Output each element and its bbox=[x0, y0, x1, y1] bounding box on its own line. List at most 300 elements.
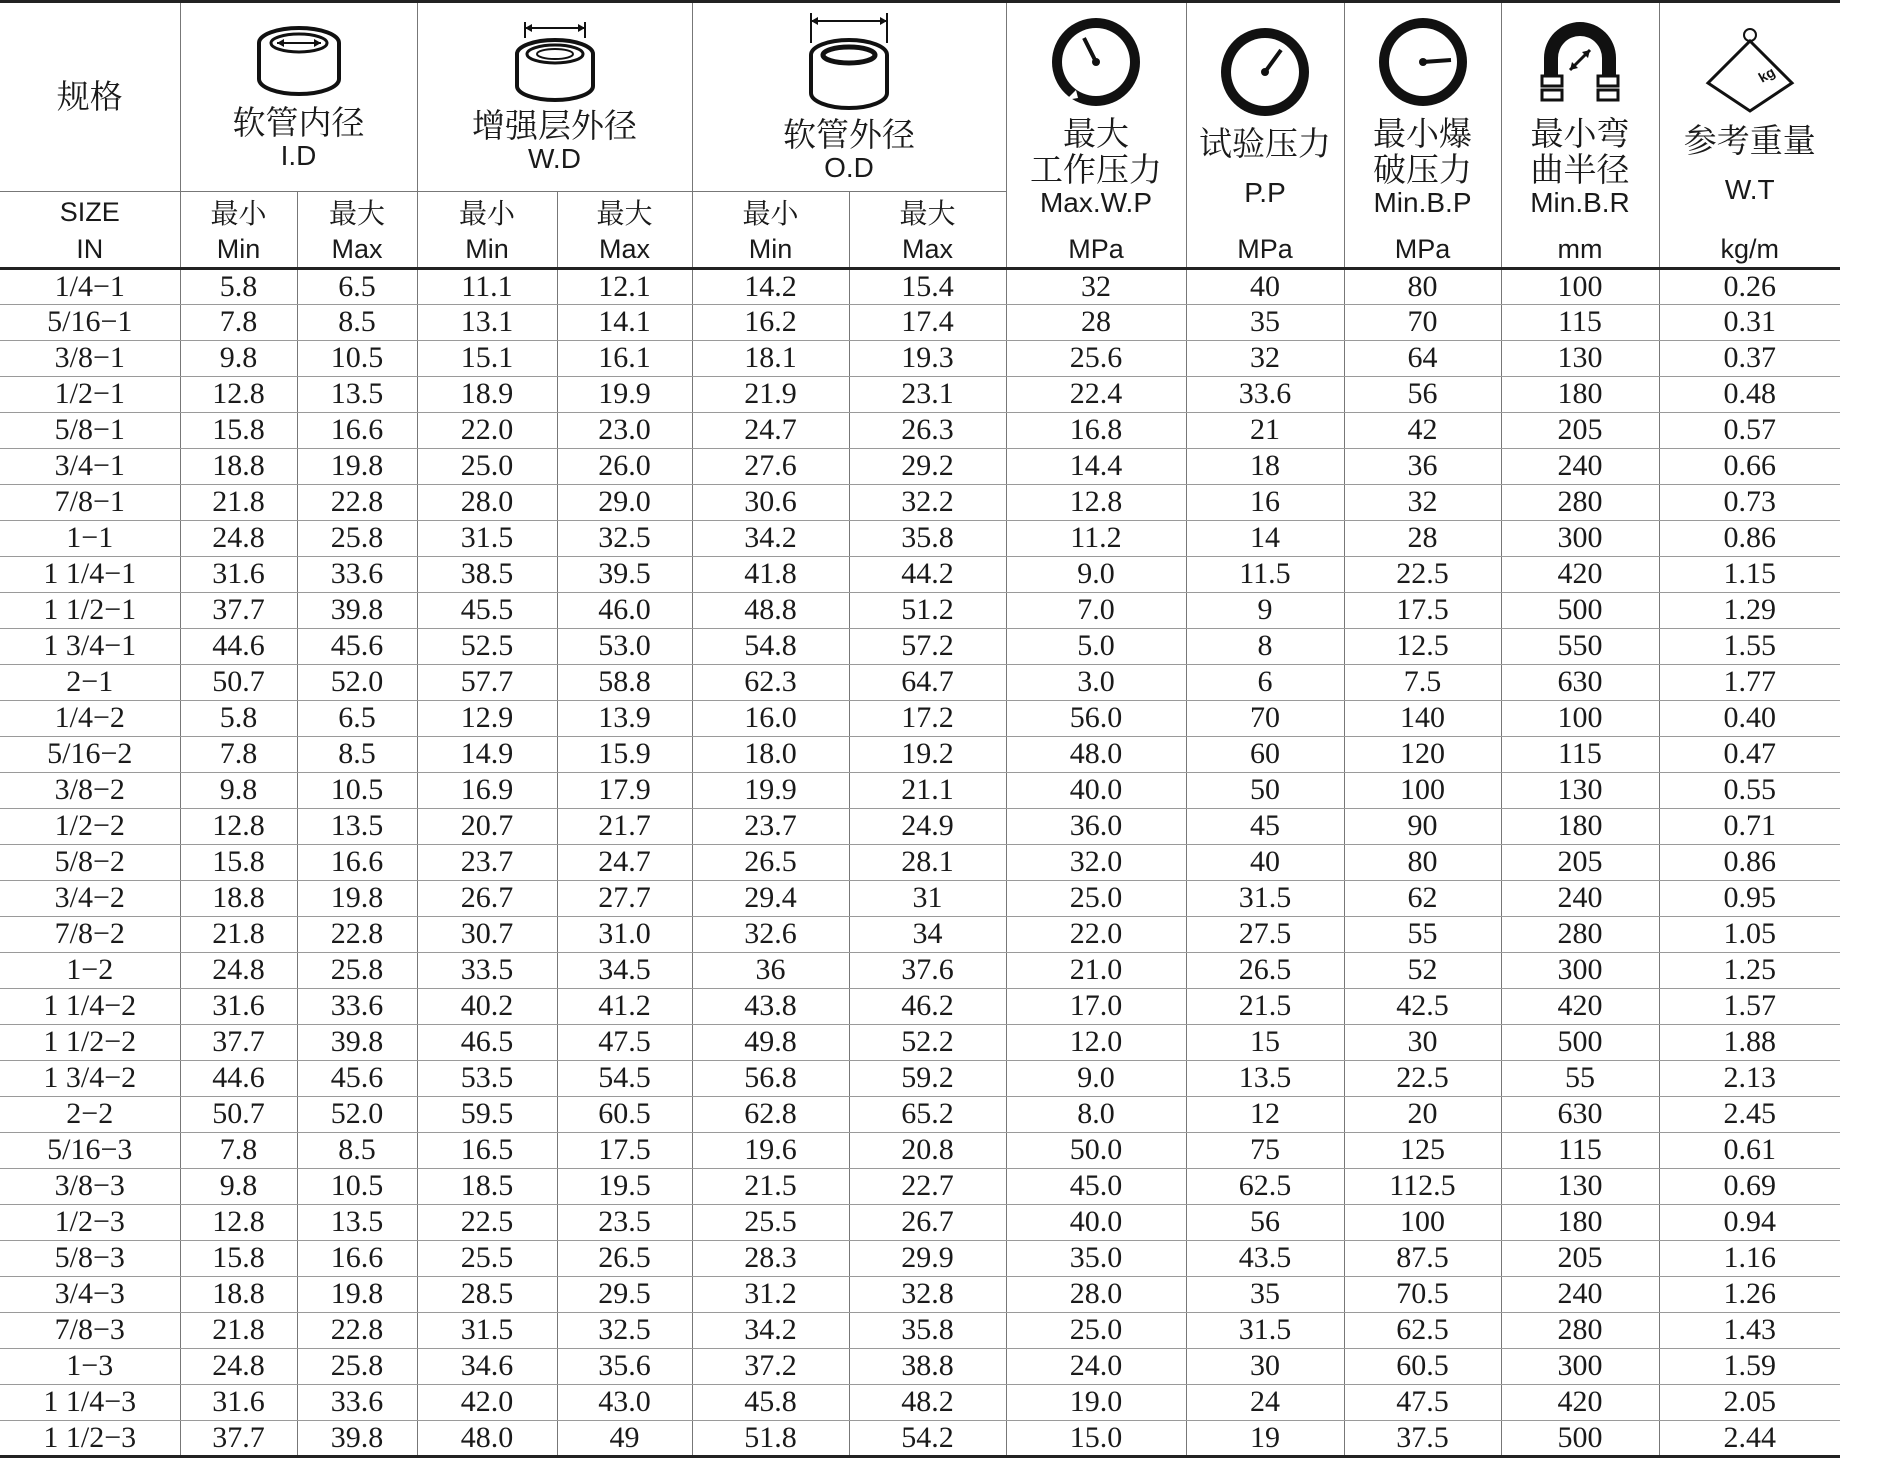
od-min-cell: 62.8 bbox=[692, 1096, 849, 1132]
od-max-cell: 52.2 bbox=[849, 1024, 1006, 1060]
wd-min-cell: 38.5 bbox=[417, 556, 557, 592]
wt-cell: 0.31 bbox=[1659, 304, 1840, 340]
id-max-cell: 10.5 bbox=[297, 772, 417, 808]
od-min-cell: 14.2 bbox=[692, 268, 849, 304]
max-wp-cell: 8.0 bbox=[1006, 1096, 1186, 1132]
pp-cell: 27.5 bbox=[1186, 916, 1344, 952]
pp-cell: 45 bbox=[1186, 808, 1344, 844]
weight-icon bbox=[1700, 27, 1800, 117]
min-br-cell: 180 bbox=[1501, 808, 1659, 844]
wd-min-cell: 12.9 bbox=[417, 700, 557, 736]
min-br-cell: 205 bbox=[1501, 412, 1659, 448]
max-wp-cell: 56.0 bbox=[1006, 700, 1186, 736]
spec-label: 规格 bbox=[56, 77, 123, 116]
weight-icon-label: kg bbox=[1755, 63, 1778, 86]
pp-cell: 31.5 bbox=[1186, 880, 1344, 916]
pp-cell: 56 bbox=[1186, 1204, 1344, 1240]
min-br-cell: 500 bbox=[1501, 1420, 1659, 1456]
id-min-cell: 21.8 bbox=[180, 484, 297, 520]
min-br-cell: 420 bbox=[1501, 556, 1659, 592]
id-min-cell: 15.8 bbox=[180, 1240, 297, 1276]
id-max-en: Max bbox=[297, 232, 417, 268]
id-max-cell: 45.6 bbox=[297, 1060, 417, 1096]
wd-max-cell: 19.5 bbox=[557, 1168, 692, 1204]
wd-max-cell: 21.7 bbox=[557, 808, 692, 844]
wd-max-cell: 58.8 bbox=[557, 664, 692, 700]
pp-cell: 40 bbox=[1186, 268, 1344, 304]
bp-label-cn1: 最小爆 bbox=[1373, 113, 1472, 153]
wd-min-cell: 23.7 bbox=[417, 844, 557, 880]
unit-row bbox=[0, 232, 1840, 268]
wd-min-cell: 22.0 bbox=[417, 412, 557, 448]
max-wp-cell: 5.0 bbox=[1006, 628, 1186, 664]
od-max-cell: 21.1 bbox=[849, 772, 1006, 808]
hose-outer-diameter-icon bbox=[804, 11, 894, 111]
wt-cell: 1.15 bbox=[1659, 556, 1840, 592]
size-cell: 1 1/4−2 bbox=[0, 988, 180, 1024]
size-cell: 1/2−2 bbox=[0, 808, 180, 844]
id-min-cell: 31.6 bbox=[180, 556, 297, 592]
od-min-cn: 最小 bbox=[692, 192, 849, 233]
od-min-cell: 34.2 bbox=[692, 520, 849, 556]
size-cell: 1/4−2 bbox=[0, 700, 180, 736]
wt-cell: 0.48 bbox=[1659, 376, 1840, 412]
wt-cell: 2.45 bbox=[1659, 1096, 1840, 1132]
od-min-cell: 25.5 bbox=[692, 1204, 849, 1240]
size-cell: 3/4−3 bbox=[0, 1276, 180, 1312]
pressure-gauge-icon bbox=[1375, 14, 1471, 110]
wt-header bbox=[1659, 2, 1840, 233]
od-min-cell: 19.6 bbox=[692, 1132, 849, 1168]
max-wp-cell: 22.0 bbox=[1006, 916, 1186, 952]
wd-min-cell: 16.5 bbox=[417, 1132, 557, 1168]
wd-max-cell: 39.5 bbox=[557, 556, 692, 592]
id-min-cell: 50.7 bbox=[180, 664, 297, 700]
id-min-cell: 12.8 bbox=[180, 808, 297, 844]
wd-min-cell: 18.5 bbox=[417, 1168, 557, 1204]
od-min-cell: 41.8 bbox=[692, 556, 849, 592]
pp-cell: 24 bbox=[1186, 1384, 1344, 1420]
wd-max-cell: 16.1 bbox=[557, 340, 692, 376]
id-max-cell: 10.5 bbox=[297, 340, 417, 376]
od-max-cell: 26.7 bbox=[849, 1204, 1006, 1240]
size-cell: 3/8−3 bbox=[0, 1168, 180, 1204]
wt-cell: 1.43 bbox=[1659, 1312, 1840, 1348]
wd-min-cell: 13.1 bbox=[417, 304, 557, 340]
wd-min-cell: 46.5 bbox=[417, 1024, 557, 1060]
id-min-cell: 7.8 bbox=[180, 304, 297, 340]
wt-cell: 1.29 bbox=[1659, 592, 1840, 628]
od-min-cell: 21.9 bbox=[692, 376, 849, 412]
size-cell: 3/8−2 bbox=[0, 772, 180, 808]
table-row bbox=[0, 1024, 1840, 1060]
min-bp-cell: 64 bbox=[1344, 340, 1501, 376]
min-br-cell: 180 bbox=[1501, 1204, 1659, 1240]
wd-max-cell: 15.9 bbox=[557, 736, 692, 772]
size-cell: 5/8−1 bbox=[0, 412, 180, 448]
od-min-cell: 29.4 bbox=[692, 880, 849, 916]
wd-min-cell: 28.5 bbox=[417, 1276, 557, 1312]
min-bp-cell: 125 bbox=[1344, 1132, 1501, 1168]
min-br-cell: 420 bbox=[1501, 1384, 1659, 1420]
wd-min-cell: 45.5 bbox=[417, 592, 557, 628]
size-cell: 1 1/4−3 bbox=[0, 1384, 180, 1420]
wd-min-cell: 25.5 bbox=[417, 1240, 557, 1276]
od-min-cell: 27.6 bbox=[692, 448, 849, 484]
id-min-cell: 24.8 bbox=[180, 1348, 297, 1384]
min-br-cell: 240 bbox=[1501, 880, 1659, 916]
max-wp-cell: 22.4 bbox=[1006, 376, 1186, 412]
pp-cell: 12 bbox=[1186, 1096, 1344, 1132]
wd-max-cell: 34.5 bbox=[557, 952, 692, 988]
id-min-en: Min bbox=[180, 232, 297, 268]
size-cell: 7/8−3 bbox=[0, 1312, 180, 1348]
wt-cell: 1.16 bbox=[1659, 1240, 1840, 1276]
max-wp-cell: 32.0 bbox=[1006, 844, 1186, 880]
wt-cell: 0.57 bbox=[1659, 412, 1840, 448]
size-cell: 1/2−1 bbox=[0, 376, 180, 412]
pp-cell: 62.5 bbox=[1186, 1168, 1344, 1204]
wt-cell: 0.26 bbox=[1659, 268, 1840, 304]
id-max-cell: 16.6 bbox=[297, 1240, 417, 1276]
min-bp-cell: 80 bbox=[1344, 844, 1501, 880]
wd-max-cell: 23.0 bbox=[557, 412, 692, 448]
min-bp-cell: 37.5 bbox=[1344, 1420, 1501, 1456]
id-min-cell: 37.7 bbox=[180, 1420, 297, 1456]
min-br-cell: 115 bbox=[1501, 1132, 1659, 1168]
wt-label-cn: 参考重量 bbox=[1683, 120, 1816, 160]
id-header bbox=[180, 2, 417, 192]
wd-max-cell: 53.0 bbox=[557, 628, 692, 664]
wd-label-cn: 增强层外径 bbox=[472, 106, 637, 145]
table-row bbox=[0, 1168, 1840, 1204]
header-row bbox=[0, 2, 1840, 192]
id-max-cell: 19.8 bbox=[297, 880, 417, 916]
id-max-cell: 13.5 bbox=[297, 1204, 417, 1240]
max-wp-cell: 11.2 bbox=[1006, 520, 1186, 556]
wd-max-cell: 29.0 bbox=[557, 484, 692, 520]
id-min-cell: 15.8 bbox=[180, 844, 297, 880]
wd-min-cell: 53.5 bbox=[417, 1060, 557, 1096]
od-max-cell: 15.4 bbox=[849, 268, 1006, 304]
table-row bbox=[0, 952, 1840, 988]
size-cell: 1−3 bbox=[0, 1348, 180, 1384]
min-br-cell: 130 bbox=[1501, 772, 1659, 808]
wd-min-cell: 16.9 bbox=[417, 772, 557, 808]
od-min-cell: 32.6 bbox=[692, 916, 849, 952]
table-row bbox=[0, 880, 1840, 916]
br-header bbox=[1501, 2, 1659, 233]
wd-max-en: Max bbox=[557, 232, 692, 268]
min-bp-cell: 70.5 bbox=[1344, 1276, 1501, 1312]
min-bp-cell: 62 bbox=[1344, 880, 1501, 916]
min-bp-cell: 56 bbox=[1344, 376, 1501, 412]
min-bp-cell: 112.5 bbox=[1344, 1168, 1501, 1204]
max-wp-cell: 17.0 bbox=[1006, 988, 1186, 1024]
wd-max-cell: 26.0 bbox=[557, 448, 692, 484]
table-row bbox=[0, 520, 1840, 556]
id-max-cell: 10.5 bbox=[297, 1168, 417, 1204]
id-min-cell: 50.7 bbox=[180, 1096, 297, 1132]
min-bp-cell: 32 bbox=[1344, 484, 1501, 520]
od-min-cell: 51.8 bbox=[692, 1420, 849, 1456]
od-min-cell: 18.1 bbox=[692, 340, 849, 376]
od-min-cell: 43.8 bbox=[692, 988, 849, 1024]
pp-cell: 30 bbox=[1186, 1348, 1344, 1384]
min-br-cell: 420 bbox=[1501, 988, 1659, 1024]
table-row bbox=[0, 556, 1840, 592]
bp-unit: MPa bbox=[1344, 232, 1501, 268]
wd-min-cell: 57.7 bbox=[417, 664, 557, 700]
id-min-cell: 5.8 bbox=[180, 700, 297, 736]
od-max-cell: 44.2 bbox=[849, 556, 1006, 592]
id-min-cell: 18.8 bbox=[180, 1276, 297, 1312]
wd-max-cell: 27.7 bbox=[557, 880, 692, 916]
pp-cell: 35 bbox=[1186, 1276, 1344, 1312]
id-max-cell: 52.0 bbox=[297, 664, 417, 700]
id-max-cell: 13.5 bbox=[297, 808, 417, 844]
wd-min-cell: 52.5 bbox=[417, 628, 557, 664]
pp-unit: MPa bbox=[1186, 232, 1344, 268]
table-row bbox=[0, 376, 1840, 412]
od-max-cell: 34 bbox=[849, 916, 1006, 952]
id-max-cell: 22.8 bbox=[297, 484, 417, 520]
spec-header bbox=[0, 2, 180, 192]
max-wp-cell: 25.0 bbox=[1006, 880, 1186, 916]
id-max-cell: 22.8 bbox=[297, 916, 417, 952]
wt-cell: 2.13 bbox=[1659, 1060, 1840, 1096]
size-cell: 3/8−1 bbox=[0, 340, 180, 376]
wd-max-cell: 47.5 bbox=[557, 1024, 692, 1060]
pp-cell: 50 bbox=[1186, 772, 1344, 808]
max-wp-cell: 9.0 bbox=[1006, 556, 1186, 592]
bp-label-en: Min.B.P bbox=[1373, 186, 1472, 218]
wt-cell: 1.05 bbox=[1659, 916, 1840, 952]
wd-max-cell: 14.1 bbox=[557, 304, 692, 340]
wd-max-cell: 46.0 bbox=[557, 592, 692, 628]
wd-max-cell: 29.5 bbox=[557, 1276, 692, 1312]
wd-max-cell: 17.5 bbox=[557, 1132, 692, 1168]
wt-cell: 0.71 bbox=[1659, 808, 1840, 844]
od-max-cell: 19.2 bbox=[849, 736, 1006, 772]
id-max-cell: 8.5 bbox=[297, 736, 417, 772]
od-min-cell: 54.8 bbox=[692, 628, 849, 664]
id-min-cell: 31.6 bbox=[180, 988, 297, 1024]
od-max-cell: 46.2 bbox=[849, 988, 1006, 1024]
wt-cell: 0.86 bbox=[1659, 520, 1840, 556]
id-max-cell: 25.8 bbox=[297, 1348, 417, 1384]
hose-inner-diameter-icon bbox=[254, 23, 344, 99]
od-min-cell: 37.2 bbox=[692, 1348, 849, 1384]
max-wp-cell: 32 bbox=[1006, 268, 1186, 304]
id-max-cn: 最大 bbox=[297, 192, 417, 233]
min-bp-cell: 36 bbox=[1344, 448, 1501, 484]
wd-header bbox=[417, 2, 692, 192]
size-cell: 5/16−2 bbox=[0, 736, 180, 772]
table-body bbox=[0, 268, 1840, 1456]
pp-cell: 40 bbox=[1186, 844, 1344, 880]
min-br-cell: 300 bbox=[1501, 520, 1659, 556]
id-max-cell: 22.8 bbox=[297, 1312, 417, 1348]
wd-label-en: W.D bbox=[528, 143, 581, 174]
max-wp-cell: 40.0 bbox=[1006, 772, 1186, 808]
table-row bbox=[0, 340, 1840, 376]
id-max-cell: 19.8 bbox=[297, 448, 417, 484]
id-min-cell: 9.8 bbox=[180, 1168, 297, 1204]
min-br-cell: 205 bbox=[1501, 844, 1659, 880]
size-cell: 7/8−2 bbox=[0, 916, 180, 952]
min-bp-cell: 22.5 bbox=[1344, 556, 1501, 592]
wt-cell: 0.66 bbox=[1659, 448, 1840, 484]
pp-label-en: P.P bbox=[1244, 176, 1286, 208]
max-wp-cell: 12.0 bbox=[1006, 1024, 1186, 1060]
id-max-cell: 6.5 bbox=[297, 700, 417, 736]
min-bp-cell: 62.5 bbox=[1344, 1312, 1501, 1348]
size-cell: 3/4−1 bbox=[0, 448, 180, 484]
min-bp-cell: 100 bbox=[1344, 772, 1501, 808]
od-max-cell: 48.2 bbox=[849, 1384, 1006, 1420]
pp-cell: 60 bbox=[1186, 736, 1344, 772]
wp-label-cn1: 最大 bbox=[1063, 113, 1129, 153]
wd-min-cell: 31.5 bbox=[417, 520, 557, 556]
id-max-cell: 8.5 bbox=[297, 304, 417, 340]
id-max-cell: 25.8 bbox=[297, 520, 417, 556]
od-label-en: O.D bbox=[824, 152, 874, 183]
od-max-cell: 17.4 bbox=[849, 304, 1006, 340]
wd-max-cell: 26.5 bbox=[557, 1240, 692, 1276]
pp-cell: 16 bbox=[1186, 484, 1344, 520]
size-cell: 1 1/2−2 bbox=[0, 1024, 180, 1060]
min-bp-cell: 42 bbox=[1344, 412, 1501, 448]
size-cell: 1−2 bbox=[0, 952, 180, 988]
size-cell: 1−1 bbox=[0, 520, 180, 556]
table-row bbox=[0, 664, 1840, 700]
max-wp-cell: 16.8 bbox=[1006, 412, 1186, 448]
min-bp-cell: 100 bbox=[1344, 1204, 1501, 1240]
max-wp-cell: 7.0 bbox=[1006, 592, 1186, 628]
pp-cell: 8 bbox=[1186, 628, 1344, 664]
br-label-en: Min.B.R bbox=[1530, 186, 1630, 218]
min-br-cell: 130 bbox=[1501, 340, 1659, 376]
wd-min-cell: 15.1 bbox=[417, 340, 557, 376]
max-wp-cell: 9.0 bbox=[1006, 1060, 1186, 1096]
id-min-cell: 21.8 bbox=[180, 916, 297, 952]
id-max-cell: 39.8 bbox=[297, 592, 417, 628]
size-cell: 1 1/4−1 bbox=[0, 556, 180, 592]
wd-max-cell: 32.5 bbox=[557, 1312, 692, 1348]
wt-cell: 1.59 bbox=[1659, 1348, 1840, 1384]
wd-max-cn: 最大 bbox=[557, 192, 692, 233]
od-max-cell: 24.9 bbox=[849, 808, 1006, 844]
pp-cell: 35 bbox=[1186, 304, 1344, 340]
od-min-cell: 18.0 bbox=[692, 736, 849, 772]
id-min-cell: 24.8 bbox=[180, 520, 297, 556]
wt-unit: kg/m bbox=[1659, 232, 1840, 268]
od-max-cell: 17.2 bbox=[849, 700, 1006, 736]
max-wp-cell: 50.0 bbox=[1006, 1132, 1186, 1168]
od-max-cell: 35.8 bbox=[849, 520, 1006, 556]
min-bp-cell: 28 bbox=[1344, 520, 1501, 556]
min-br-cell: 130 bbox=[1501, 1168, 1659, 1204]
id-min-cell: 18.8 bbox=[180, 880, 297, 916]
od-max-cell: 57.2 bbox=[849, 628, 1006, 664]
min-br-cell: 630 bbox=[1501, 664, 1659, 700]
table-row bbox=[0, 1204, 1840, 1240]
od-max-cell: 64.7 bbox=[849, 664, 1006, 700]
max-wp-cell: 36.0 bbox=[1006, 808, 1186, 844]
size-cell: 5/16−3 bbox=[0, 1132, 180, 1168]
br-label-cn2: 曲半径 bbox=[1530, 149, 1630, 189]
id-max-cell: 13.5 bbox=[297, 376, 417, 412]
pp-cell: 6 bbox=[1186, 664, 1344, 700]
min-br-cell: 630 bbox=[1501, 1096, 1659, 1132]
table-row bbox=[0, 1060, 1840, 1096]
id-min-cell: 9.8 bbox=[180, 772, 297, 808]
wt-cell: 0.40 bbox=[1659, 700, 1840, 736]
wd-min-cell: 22.5 bbox=[417, 1204, 557, 1240]
wd-min-cell: 31.5 bbox=[417, 1312, 557, 1348]
pp-cell: 19 bbox=[1186, 1420, 1344, 1456]
table-row bbox=[0, 1348, 1840, 1384]
od-min-cell: 16.2 bbox=[692, 304, 849, 340]
wt-cell: 1.26 bbox=[1659, 1276, 1840, 1312]
pp-cell: 21.5 bbox=[1186, 988, 1344, 1024]
wp-label-en: Max.W.P bbox=[1039, 186, 1152, 218]
size-cell: 2−1 bbox=[0, 664, 180, 700]
min-bp-cell: 87.5 bbox=[1344, 1240, 1501, 1276]
od-min-cell: 21.5 bbox=[692, 1168, 849, 1204]
wd-min-en: Min bbox=[417, 232, 557, 268]
od-max-cell: 54.2 bbox=[849, 1420, 1006, 1456]
size-cell: 1 1/2−3 bbox=[0, 1420, 180, 1456]
od-max-cn: 最大 bbox=[849, 192, 1006, 233]
wt-cell: 0.86 bbox=[1659, 844, 1840, 880]
pp-cell: 32 bbox=[1186, 340, 1344, 376]
id-label-cn: 软管内径 bbox=[232, 103, 365, 142]
id-min-cell: 21.8 bbox=[180, 1312, 297, 1348]
min-br-cell: 240 bbox=[1501, 1276, 1659, 1312]
min-bp-cell: 90 bbox=[1344, 808, 1501, 844]
id-max-cell: 8.5 bbox=[297, 1132, 417, 1168]
bp-label-cn2: 破压力 bbox=[1373, 149, 1472, 189]
size-cell: 5/16−1 bbox=[0, 304, 180, 340]
size-cell: 5/8−2 bbox=[0, 844, 180, 880]
od-min-cell: 30.6 bbox=[692, 484, 849, 520]
wt-cell: 1.55 bbox=[1659, 628, 1840, 664]
id-min-cell: 37.7 bbox=[180, 1024, 297, 1060]
min-br-cell: 550 bbox=[1501, 628, 1659, 664]
wd-min-cell: 48.0 bbox=[417, 1420, 557, 1456]
id-min-cell: 7.8 bbox=[180, 1132, 297, 1168]
min-br-cell: 55 bbox=[1501, 1060, 1659, 1096]
pp-cell: 11.5 bbox=[1186, 556, 1344, 592]
min-br-cell: 280 bbox=[1501, 916, 1659, 952]
od-header bbox=[692, 2, 1006, 192]
wd-min-cn: 最小 bbox=[417, 192, 557, 233]
size-cell: 5/8−3 bbox=[0, 1240, 180, 1276]
table-row bbox=[0, 1420, 1840, 1456]
wt-cell: 2.05 bbox=[1659, 1384, 1840, 1420]
id-min-cell: 44.6 bbox=[180, 628, 297, 664]
table-row bbox=[0, 1312, 1840, 1348]
od-max-cell: 29.2 bbox=[849, 448, 1006, 484]
max-wp-cell: 12.8 bbox=[1006, 484, 1186, 520]
min-br-cell: 100 bbox=[1501, 700, 1659, 736]
min-br-cell: 115 bbox=[1501, 304, 1659, 340]
min-bp-cell: 55 bbox=[1344, 916, 1501, 952]
table-row bbox=[0, 592, 1840, 628]
id-min-cell: 44.6 bbox=[180, 1060, 297, 1096]
